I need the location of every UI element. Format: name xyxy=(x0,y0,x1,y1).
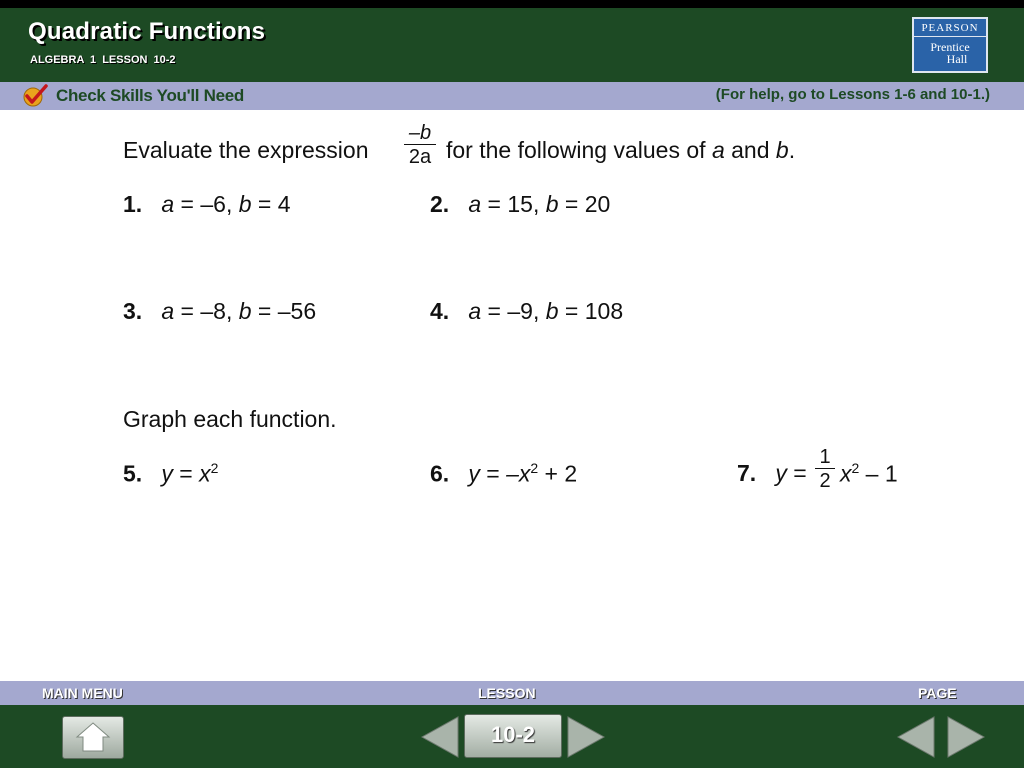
help-lessons-text: (For help, go to Lessons 1-6 and 10-1.) xyxy=(715,86,990,103)
function-7: 7. y = xyxy=(737,460,807,486)
function-7-rest xyxy=(840,460,898,488)
problem-b-value: –56 xyxy=(277,298,317,324)
problem-number: 3. xyxy=(123,298,143,324)
main-menu-label: MAIN MENU xyxy=(42,685,123,701)
function-rhs: x xyxy=(840,460,852,487)
top-border xyxy=(0,0,1024,8)
intro-text xyxy=(123,137,369,164)
graph-heading: Graph each function. xyxy=(123,406,337,432)
expression-numerator-text: –b xyxy=(408,122,432,144)
intro-var-a: a xyxy=(711,137,725,163)
problem-b-value: 4 xyxy=(277,191,291,217)
function-number: 5. xyxy=(123,460,143,487)
problem-a-value: 15 xyxy=(507,191,533,217)
function-tail: – 1 xyxy=(859,460,898,487)
problem-4: 4. a = –9, b = 108 xyxy=(430,298,624,324)
logo-line-hall: Hall xyxy=(946,52,968,66)
intro-var-b: b xyxy=(775,137,789,163)
lesson-label: LESSON xyxy=(478,685,536,701)
function-rhs: x xyxy=(199,460,211,487)
problem-b-value: 108 xyxy=(584,298,624,324)
page-title: Quadratic Functions xyxy=(28,18,266,45)
function-exponent: 2 xyxy=(530,460,539,476)
expression-numerator xyxy=(404,122,436,145)
problem-1: 1. a = –6, b = 4 xyxy=(123,191,291,217)
intro-text-before: Evaluate the expression xyxy=(123,137,369,163)
expression-denominator xyxy=(404,145,436,169)
problem-2: 2. a = 15, b = 20 xyxy=(430,191,611,217)
logo-line-pearson: PEARSON xyxy=(914,22,986,37)
problem-a-value: –9 xyxy=(507,298,533,324)
problem-number: 2. xyxy=(430,191,450,217)
intro-after-1: for the following values of xyxy=(446,137,712,163)
function-5: 5. $y = x^2$ xyxy=(123,460,219,487)
function-exponent: 2 xyxy=(210,460,219,476)
page-next-arrow-icon[interactable] xyxy=(946,715,986,759)
fraction-numerator: 1 xyxy=(815,446,835,469)
problem-3: 3. a = –8, b = –56 xyxy=(123,298,317,324)
lesson-content xyxy=(0,110,1024,680)
lesson-previous-arrow-icon[interactable] xyxy=(420,715,460,759)
check-skills-label: Check Skills You'll Need xyxy=(56,86,245,105)
check-skills-bar xyxy=(0,82,1024,110)
lesson-number: 10-2 xyxy=(490,722,536,747)
expression-denominator-text: 2a xyxy=(408,146,432,168)
function-rhs: –x xyxy=(506,460,531,487)
header xyxy=(0,8,1024,82)
expression-fraction xyxy=(404,122,436,169)
lesson-subtitle: ALGEBRA 1 LESSON 10-2 xyxy=(30,54,176,66)
problem-a-value: –6 xyxy=(200,191,226,217)
nav-labels-bar xyxy=(0,681,1024,705)
function-6: 6. $y = -x^2 + 2$ xyxy=(430,460,578,487)
intro-text-after xyxy=(446,137,795,164)
function-exponent: 2 xyxy=(851,460,860,476)
main-menu-button[interactable] xyxy=(62,716,124,759)
function-number: 6. xyxy=(430,460,450,487)
page-previous-arrow-icon[interactable] xyxy=(896,715,936,759)
problem-number: 4. xyxy=(430,298,450,324)
lesson-number-button[interactable] xyxy=(464,714,562,758)
fraction-denominator: 2 xyxy=(819,470,831,492)
intro-end: . xyxy=(788,137,796,163)
intro-and: and xyxy=(724,137,776,163)
home-icon xyxy=(63,717,123,758)
logo-line-prentice: Prentice xyxy=(930,40,970,54)
problem-a-value: –8 xyxy=(200,298,226,324)
checkmark-icon xyxy=(22,84,48,108)
problem-number: 1. xyxy=(123,191,143,217)
problem-b-value: 20 xyxy=(584,191,611,217)
footer-nav xyxy=(0,705,1024,768)
function-number: 7. xyxy=(737,460,757,486)
page-label: PAGE xyxy=(918,685,957,701)
function-tail: + 2 xyxy=(538,460,578,487)
lesson-next-arrow-icon[interactable] xyxy=(566,715,606,759)
pearson-prentice-hall-logo xyxy=(912,17,988,73)
function-7-fraction xyxy=(815,446,835,493)
